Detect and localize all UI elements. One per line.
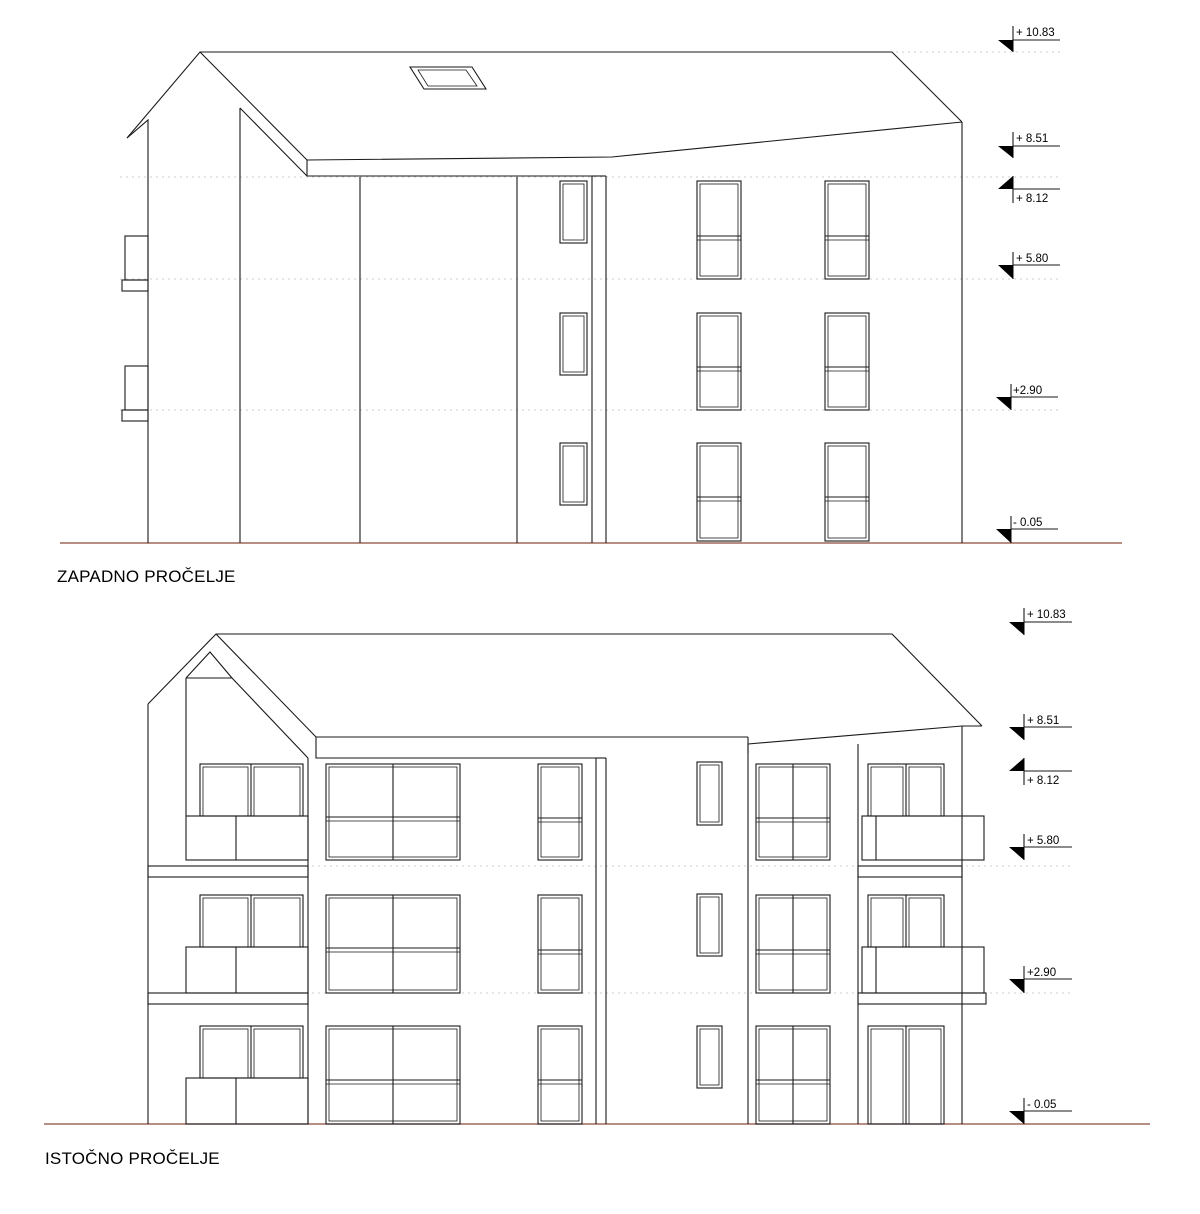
east-gable — [186, 652, 308, 816]
level-label: + 8.51 — [1016, 133, 1049, 145]
level-label: + 10.83 — [1027, 609, 1066, 621]
east-stair-windows — [697, 762, 722, 1088]
east-right-doors — [868, 764, 944, 947]
level-label: + 5.80 — [1027, 835, 1060, 847]
level-marker — [998, 132, 1060, 158]
west-elevation — [60, 26, 1122, 543]
east-center-windows — [538, 764, 582, 1124]
level-marker — [1009, 758, 1072, 787]
level-label: + 8.12 — [1016, 193, 1049, 205]
level-label: +2.90 — [1027, 967, 1057, 979]
east-level-lines — [150, 866, 1072, 993]
west-french-windows — [697, 181, 869, 541]
level-marker — [996, 516, 1058, 543]
level-marker — [998, 26, 1060, 52]
level-marker — [998, 176, 1060, 205]
level-label: - 0.05 — [1013, 517, 1043, 529]
level-label: + 10.83 — [1016, 27, 1055, 39]
level-label: + 8.51 — [1027, 715, 1060, 727]
level-marker — [1009, 966, 1072, 993]
level-marker — [996, 384, 1058, 410]
east-left-doors — [200, 764, 303, 1078]
west-level-markers — [996, 26, 1060, 543]
west-roof — [127, 52, 962, 543]
level-label: - 0.05 — [1027, 1099, 1057, 1111]
east-right-balconies — [858, 816, 986, 1124]
east-elevation-title: ISTOČNO PROČELJE — [45, 1149, 220, 1168]
level-marker — [998, 252, 1060, 279]
west-elevation-title: ZAPADNO PROČELJE — [57, 567, 236, 586]
east-elevation — [44, 608, 1150, 1124]
west-side-balconies — [122, 236, 148, 421]
level-marker — [1009, 1098, 1072, 1124]
level-marker — [1009, 834, 1072, 860]
east-large-windows — [326, 764, 460, 1124]
level-label: + 8.12 — [1027, 775, 1060, 787]
west-skylight — [410, 67, 486, 89]
level-label: +2.90 — [1013, 385, 1043, 397]
west-stair-windows — [560, 181, 587, 505]
west-walls — [127, 108, 606, 543]
east-right-windows — [756, 764, 830, 1124]
level-marker — [1009, 608, 1072, 635]
west-level-lines — [120, 52, 1060, 410]
level-marker — [1009, 714, 1072, 740]
east-roof — [148, 634, 982, 758]
level-label: + 5.80 — [1016, 253, 1049, 265]
